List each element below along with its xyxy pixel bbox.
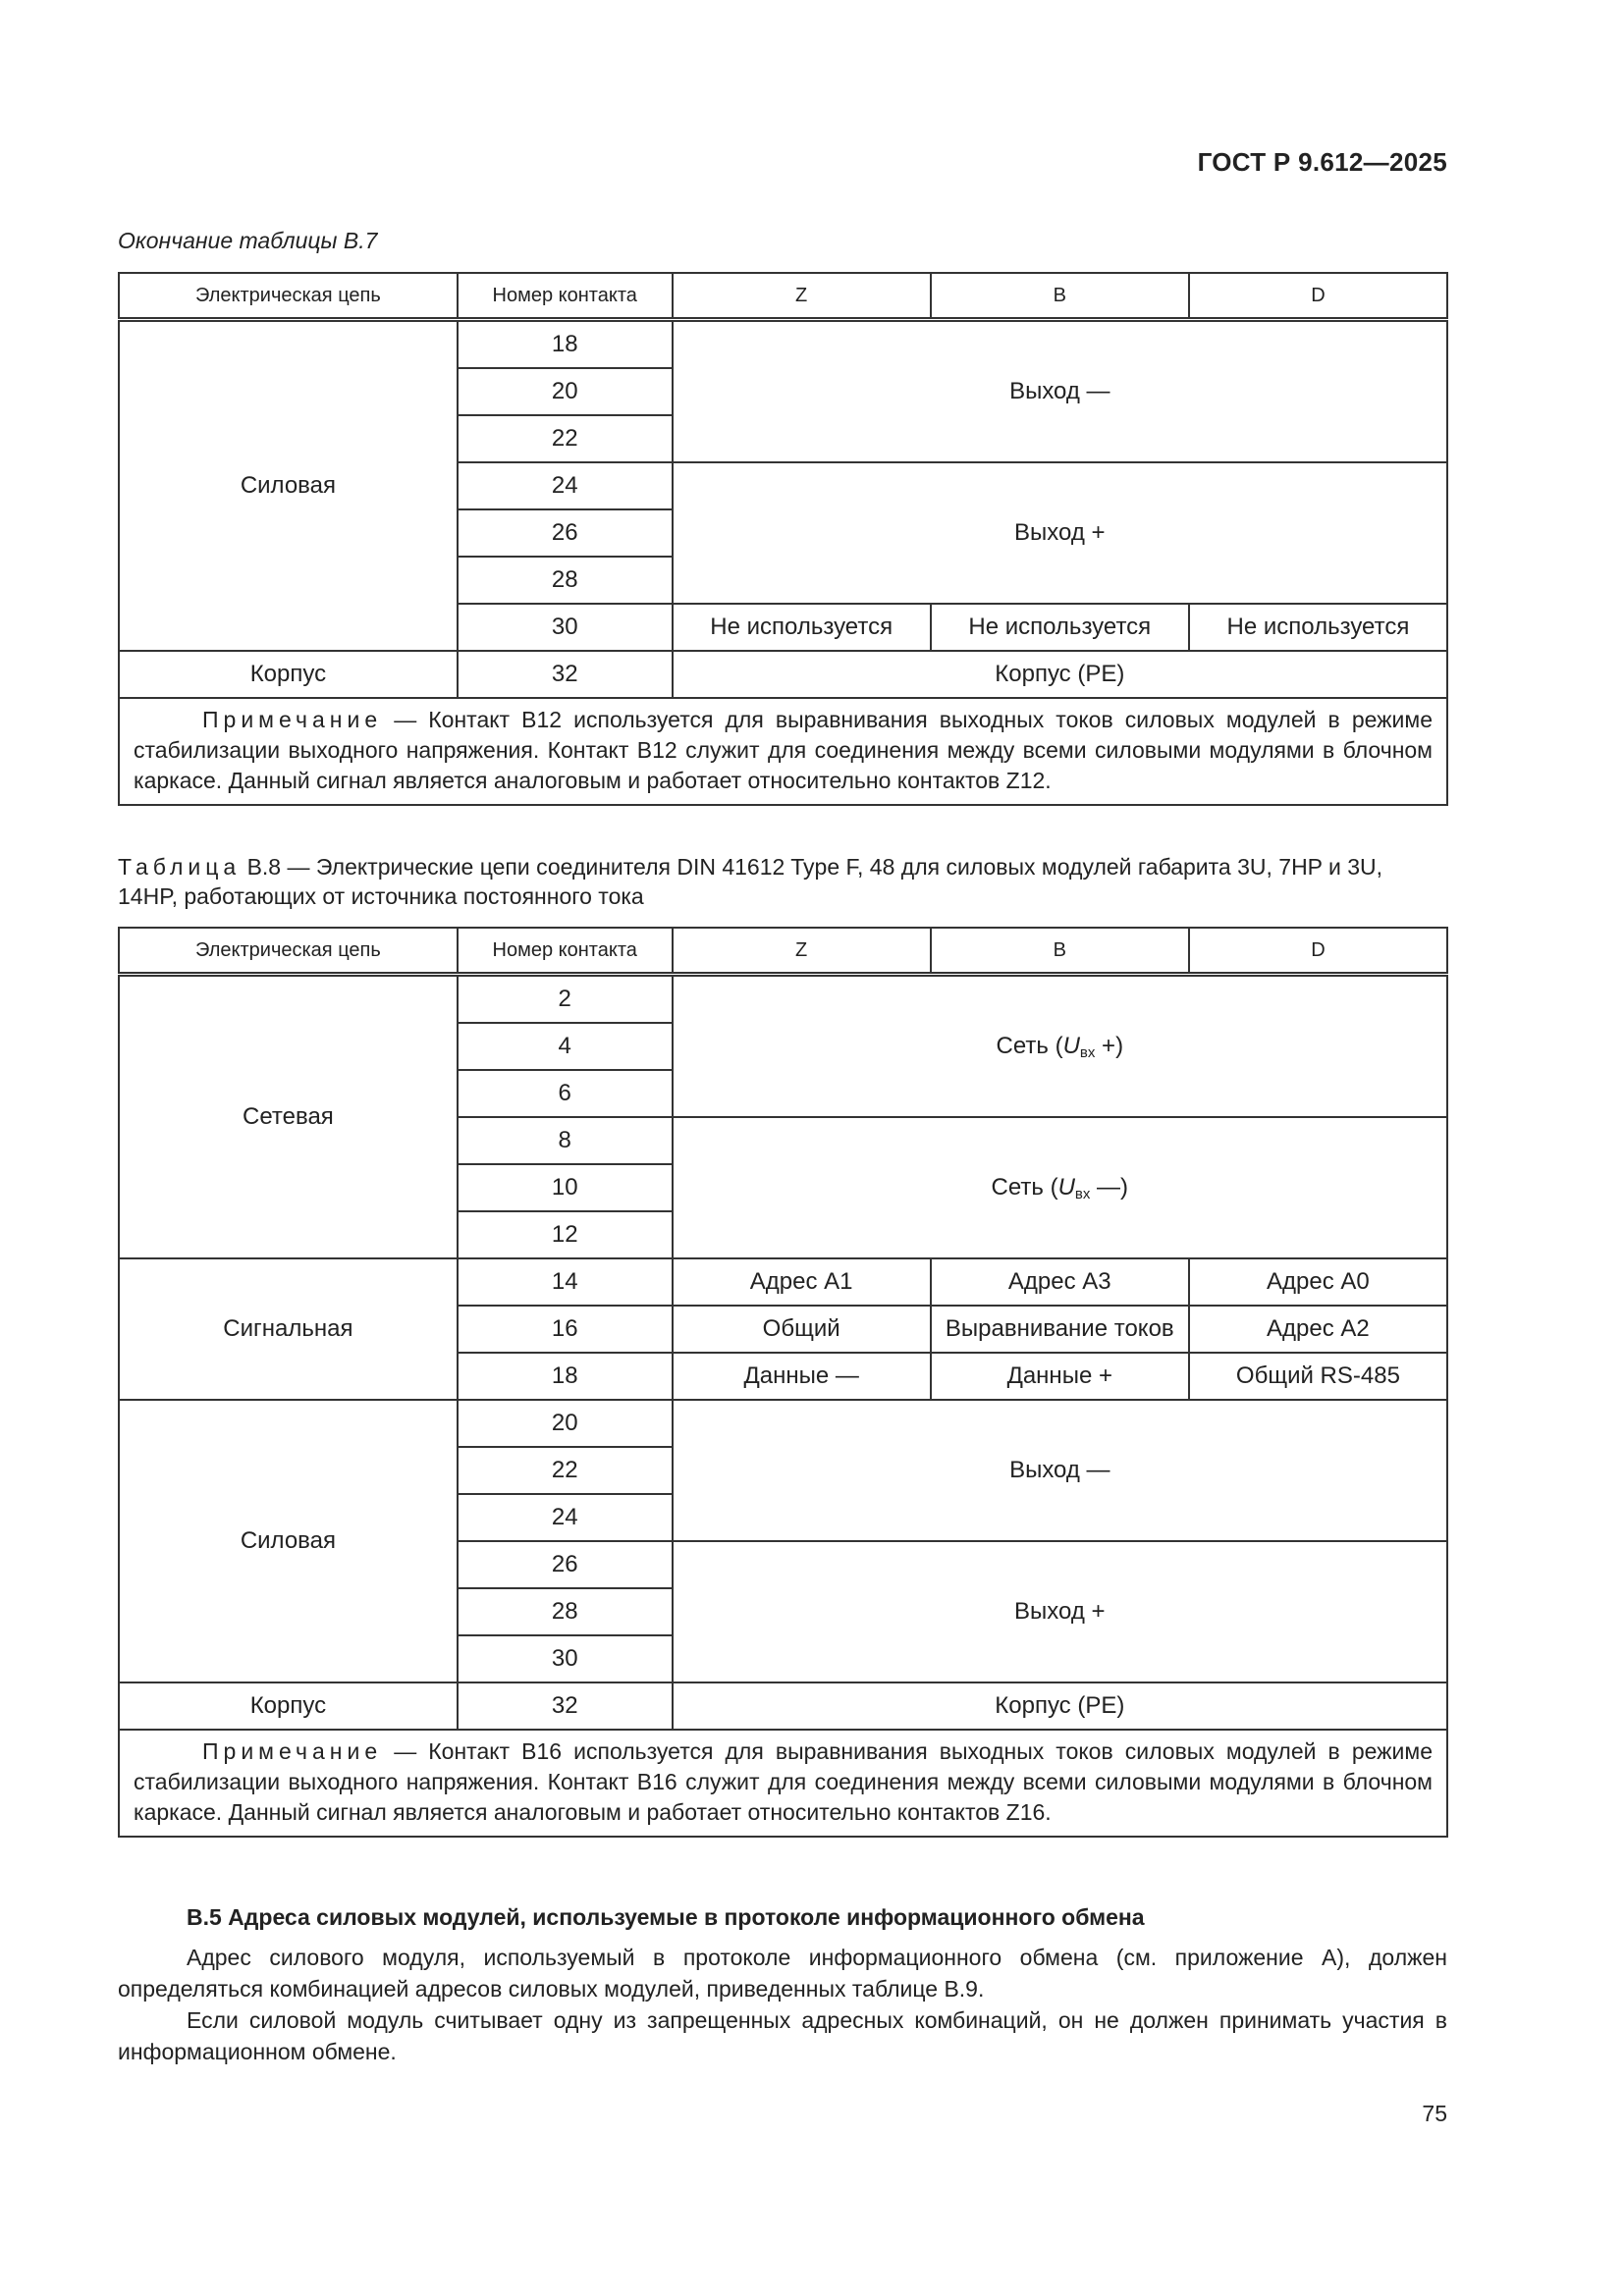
signal-cell: Адрес А3	[931, 1258, 1189, 1306]
pin-cell: 14	[458, 1258, 673, 1306]
pin-cell: 22	[458, 1447, 673, 1494]
net-minus-suffix: —)	[1090, 1173, 1129, 1201]
pin-cell: 26	[458, 509, 673, 557]
pin-cell: 10	[458, 1164, 673, 1211]
signal-cell: Общий RS-485	[1189, 1353, 1447, 1400]
pin-cell: 20	[458, 1400, 673, 1447]
net-prefix: Сеть (	[996, 1032, 1063, 1059]
pin-cell: 4	[458, 1023, 673, 1070]
table-row	[119, 1400, 1447, 1447]
group-power: Силовая	[119, 1400, 458, 1682]
pin-cell: 30	[458, 604, 673, 651]
unused-d: Не используется	[1189, 604, 1447, 651]
section-paragraph-1: Адрес силового модуля, используемый в протоколе информационного обмена (см. приложение А), должен определяться комбинацией адресов силовых модулей, приведенных таблице В.9.	[118, 1945, 1447, 2002]
pin-cell: 16	[458, 1306, 673, 1353]
caption-label: Таблица	[118, 854, 242, 880]
group-signal: Сигнальная	[119, 1258, 458, 1400]
note-label: Примечание	[202, 707, 383, 732]
output-minus-cell: Выход —	[673, 320, 1447, 463]
signal-cell: Адрес А1	[673, 1258, 931, 1306]
header-pin-number: Номер контакта	[458, 928, 673, 975]
output-plus-cell: Выход +	[673, 462, 1447, 604]
table-note	[119, 1730, 1447, 1837]
pin-cell: 6	[458, 1070, 673, 1117]
header-d: D	[1189, 273, 1447, 320]
unused-b: Не используется	[931, 604, 1189, 651]
pin-cell: 32	[458, 1682, 673, 1730]
pin-cell: 20	[458, 368, 673, 415]
pin-cell: 2	[458, 975, 673, 1024]
section-paragraph-2: Если силовой модуль считывает одну из запрещенных адресных комбинаций, он не должен принимать участия в информационном обмене.	[118, 2007, 1447, 2064]
table-header-row	[119, 273, 1447, 320]
table-continuation-caption: Окончание таблицы В.7	[118, 228, 378, 253]
pin-cell: 24	[458, 462, 673, 509]
output-minus-cell: Выход —	[673, 1400, 1447, 1541]
section-heading: В.5 Адреса силовых модулей, используемые в протоколе информационного обмена	[187, 1904, 1145, 1930]
header-circuit: Электрическая цепь	[119, 928, 458, 975]
net-sub: вх	[1079, 1043, 1096, 1061]
net-prefix: Сеть (	[991, 1173, 1058, 1201]
net-minus-cell	[673, 1117, 1447, 1258]
note-label: Примечание	[202, 1738, 383, 1764]
net-sub: вх	[1074, 1185, 1091, 1202]
net-plus-cell	[673, 975, 1447, 1118]
case-pe-cell: Корпус (PE)	[673, 651, 1447, 698]
table-row	[119, 1258, 1447, 1306]
table-note-row	[119, 698, 1447, 805]
group-case: Корпус	[119, 651, 458, 698]
caption-text: В.8 — Электрические цепи соединителя DIN 41612 Type F, 48 для силовых модулей габарита 3U, 7HP и 3U, 14HP, работающих от источника постоянного тока	[118, 854, 1383, 909]
note-text: — Контакт B12 используется для выравнивания выходных токов силовых модулей в режиме стабилизации выходного напряжения. Контакт B12 служит для соединения между всеми силовыми модулями в блочном каркасе. Данный сигнал является аналоговым и работает относительно контактов Z12.	[134, 707, 1433, 793]
pin-cell: 18	[458, 320, 673, 369]
group-power: Силовая	[119, 320, 458, 652]
signal-cell: Адрес А0	[1189, 1258, 1447, 1306]
header-b: B	[931, 273, 1189, 320]
header-circuit: Электрическая цепь	[119, 273, 458, 320]
group-network: Сетевая	[119, 975, 458, 1259]
note-text: — Контакт B16 используется для выравнивания выходных токов силовых модулей в режиме стабилизации выходного напряжения. Контакт B16 служит для соединения между всеми силовыми модулями в блочном каркасе. Данный сигнал является аналоговым и работает относительно контактов Z16.	[134, 1738, 1433, 1825]
pin-cell: 26	[458, 1541, 673, 1588]
table-note-row	[119, 1730, 1447, 1837]
header-b: B	[931, 928, 1189, 975]
table-row	[119, 975, 1447, 1024]
table-note	[119, 698, 1447, 805]
net-plus-suffix: +)	[1095, 1032, 1124, 1059]
page-number: 75	[1422, 2101, 1447, 2126]
group-case: Корпус	[119, 1682, 458, 1730]
table-row	[119, 320, 1447, 369]
pin-cell: 22	[458, 415, 673, 462]
table-row	[119, 651, 1447, 698]
net-u: U	[1062, 1032, 1080, 1059]
signal-cell: Адрес А2	[1189, 1306, 1447, 1353]
pin-cell: 28	[458, 1588, 673, 1635]
output-plus-cell: Выход +	[673, 1541, 1447, 1682]
case-pe-cell: Корпус (PE)	[673, 1682, 1447, 1730]
table-header-row	[119, 928, 1447, 975]
pin-cell: 30	[458, 1635, 673, 1682]
signal-cell: Выравнивание токов	[931, 1306, 1189, 1353]
document-code: ГОСТ Р 9.612—2025	[1197, 147, 1447, 177]
header-d: D	[1189, 928, 1447, 975]
pin-cell: 18	[458, 1353, 673, 1400]
signal-cell: Общий	[673, 1306, 931, 1353]
pin-cell: 12	[458, 1211, 673, 1258]
pin-cell: 8	[458, 1117, 673, 1164]
header-pin-number: Номер контакта	[458, 273, 673, 320]
signal-cell: Данные +	[931, 1353, 1189, 1400]
unused-z: Не используется	[673, 604, 931, 651]
pin-cell: 28	[458, 557, 673, 604]
net-u: U	[1057, 1173, 1075, 1201]
header-z: Z	[673, 273, 931, 320]
table-b8-caption	[118, 852, 1447, 911]
pin-cell: 32	[458, 651, 673, 698]
table-b7	[118, 272, 1448, 806]
table-b8	[118, 927, 1448, 1838]
signal-cell: Данные —	[673, 1353, 931, 1400]
table-row	[119, 1682, 1447, 1730]
pin-cell: 24	[458, 1494, 673, 1541]
header-z: Z	[673, 928, 931, 975]
